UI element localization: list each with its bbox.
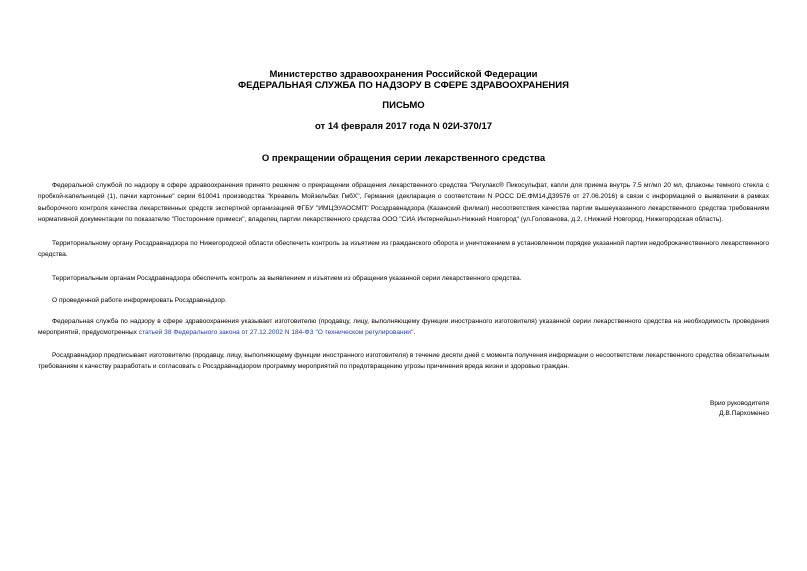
paragraph-text-before-link: Федеральная служба по надзору в сфере здравоохранения указывает изготовителю (продавцу, лицу, выполняющему функции иностранного изготовителя) указанной серии лекарственного средства на необходимость проведения мероприятий, предусмотренных	[38, 318, 769, 337]
paragraph-territorial-control: Территориальным органам Росздравнадзора обеспечить контроль за выявлением и изъятием из обращения указанной серии лекарственного средства.	[52, 275, 522, 282]
document-page	[38, 0, 769, 571]
service-name: ФЕДЕРАЛЬНАЯ СЛУЖБА ПО НАДЗОРУ В СФЕРЕ ЗДРАВООХРАНЕНИЯ	[238, 80, 569, 91]
paragraph-decision: Федеральной службой по надзору в сфере здравоохранения принято решение о прекращении обращения лекарственного средства "Регулакс® Пикосульфат, капли для приема внутрь 7.5 мг/мл 20 мл, флаконы темного стекла с пробкой-капельницей (1), пачки картонные" серии 610041 производства "Креавель Мойзельбах ГмбХ", Германия (декларация о соответствии N РОСС DE.ФМ14.Д39576 от 27.06.2016) в связи с информацией о выявлении в рамках выборочного контроля качества лекарственных средств экспертной организацией ФГБУ "ИМЦЭУАОСМП" Росздравнадзора (Казанский филиал) несоответствия качества партии вышеуказанного лекарственного средства требованиям нормативной документации по показателю "Посторонние примеси", владелец партии лекарственного средства ООО "СИА Интернейшнл-Нижний Новгород" (ул.Голованова, д.2, г.Нижний Новгород, Нижегородская область).	[38, 182, 769, 224]
paragraph-inform: О проведенной работе информировать Росздравнадзор.	[52, 297, 227, 304]
ministry-name: Министерство здравоохранения Российской Федерации	[269, 69, 538, 80]
paragraph-text-after-link: .	[413, 329, 416, 337]
document-subject: О прекращении обращения серии лекарственного средства	[261, 153, 546, 164]
document-date-number: от 14 февраля 2017 года N 02И-370/17	[314, 121, 493, 132]
paragraph-manufacturer-measures	[38, 316, 769, 339]
document-type: ПИСЬМО	[382, 100, 425, 111]
federal-law-link[interactable]: статьей 38 Федерального закона от 27.12.2002 N 184-ФЗ "О техническом регулировании"	[138, 329, 414, 337]
paragraph-territorial-nizhny: Территориальному органу Росздравнадзора по Нижегородской области обеспечить контроль за изъятием из гражданского оборота и уничтожением в установленном порядке указанной партии недоброкачественного лекарственного средства.	[38, 240, 769, 259]
signatory-name: Д.В.Пархоменко	[719, 410, 769, 417]
paragraph-prescription: Росздравнадзор предписывает изготовителю (продавцу, лицу, выполняющему функции иностранного изготовителя) в течение десяти дней с момента получения информации о несоответствии лекарственного средства обязательным требованиям к качеству разработать и согласовать с Росздравнадзором программу мероприятий по предотвращению угрозы причинения вреда жизни и здоровью граждан.	[38, 352, 769, 371]
signatory-title: Врио руководителя	[709, 400, 769, 407]
